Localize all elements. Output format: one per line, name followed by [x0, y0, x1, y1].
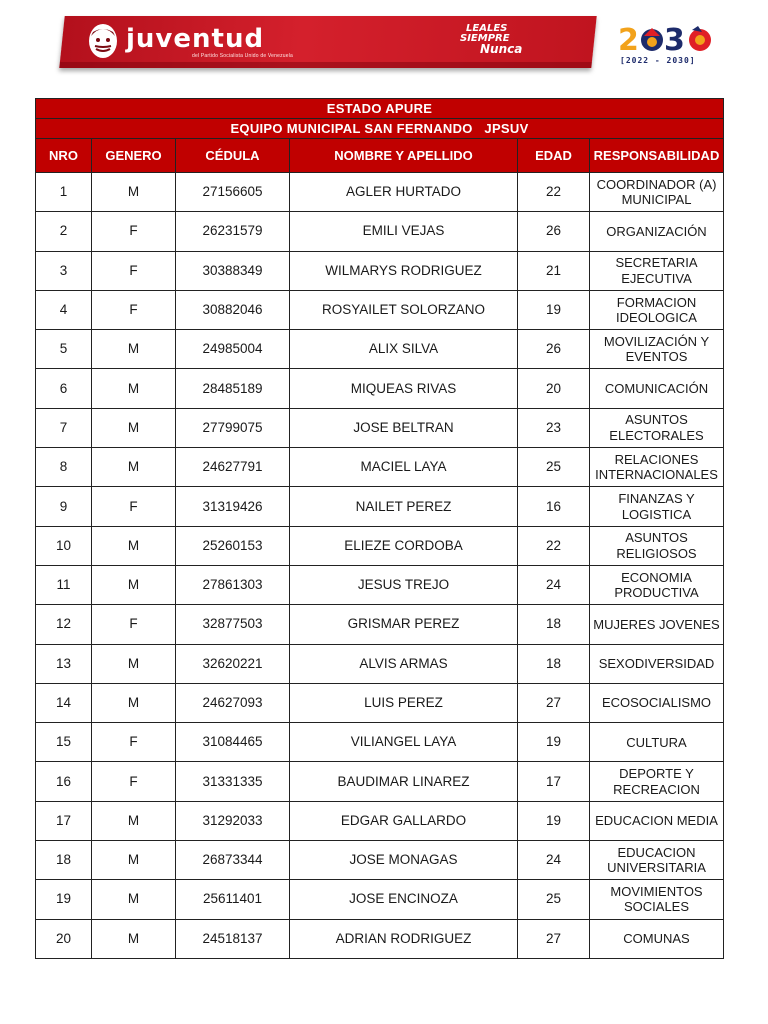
full-name-cell: WILMARYS RODRIGUEZ: [290, 251, 518, 290]
table-row: [36, 565, 724, 604]
full-name-cell: EDGAR GALLARDO: [290, 801, 518, 840]
leader-portrait-logo-icon: [86, 22, 120, 60]
row-number-cell: 1: [36, 173, 92, 212]
age-cell: 26: [518, 212, 590, 251]
id-number-cell: 31292033: [176, 801, 290, 840]
full-name-cell: ELIEZE CORDOBA: [290, 526, 518, 565]
full-name-cell: BAUDIMAR LINAREZ: [290, 762, 518, 801]
age-cell: 16: [518, 487, 590, 526]
age-cell: 27: [518, 683, 590, 722]
responsibility-cell: ECOSOCIALISMO: [590, 683, 724, 722]
responsibility-cell: SECRETARIA EJECUTIVA: [590, 251, 724, 290]
table-row: [36, 487, 724, 526]
row-number-cell: 6: [36, 369, 92, 408]
gender-cell: M: [92, 330, 176, 369]
age-cell: 18: [518, 605, 590, 644]
column-header-genero: GENERO: [92, 139, 176, 173]
full-name-cell: MIQUEAS RIVAS: [290, 369, 518, 408]
full-name-cell: EMILI VEJAS: [290, 212, 518, 251]
responsibility-cell: EDUCACION MEDIA: [590, 801, 724, 840]
age-cell: 24: [518, 841, 590, 880]
full-name-cell: NAILET PEREZ: [290, 487, 518, 526]
full-name-cell: JOSE ENCINOZA: [290, 880, 518, 919]
age-cell: 18: [518, 644, 590, 683]
svg-text:3: 3: [664, 23, 685, 58]
row-number-cell: 10: [36, 526, 92, 565]
id-number-cell: 28485189: [176, 369, 290, 408]
responsibility-cell: FINANZAS Y LOGISTICA: [590, 487, 724, 526]
gender-cell: M: [92, 644, 176, 683]
age-cell: 22: [518, 173, 590, 212]
responsibility-cell: COMUNAS: [590, 919, 724, 958]
row-number-cell: 5: [36, 330, 92, 369]
table-row: [36, 290, 724, 329]
gender-cell: M: [92, 408, 176, 447]
id-number-cell: 31084465: [176, 723, 290, 762]
full-name-cell: ALVIS ARMAS: [290, 644, 518, 683]
slogan-line-1: LEALES: [466, 23, 508, 34]
age-cell: 24: [518, 565, 590, 604]
id-number-cell: 26873344: [176, 841, 290, 880]
gender-cell: M: [92, 919, 176, 958]
gender-cell: M: [92, 801, 176, 840]
id-number-cell: 26231579: [176, 212, 290, 251]
table-row: [36, 212, 724, 251]
responsibility-cell: MUJERES JOVENES: [590, 605, 724, 644]
gender-cell: M: [92, 526, 176, 565]
table-row: [36, 251, 724, 290]
id-number-cell: 30882046: [176, 290, 290, 329]
table-row: [36, 644, 724, 683]
gender-cell: M: [92, 448, 176, 487]
responsibility-cell: CULTURA: [590, 723, 724, 762]
slogan-line-2: SIEMPRE: [460, 33, 510, 44]
gender-cell: M: [92, 841, 176, 880]
full-name-cell: JOSE MONAGAS: [290, 841, 518, 880]
table-row: [36, 683, 724, 722]
responsibility-cell: FORMACION IDEOLOGICA: [590, 290, 724, 329]
table-row: [36, 526, 724, 565]
full-name-cell: LUIS PEREZ: [290, 683, 518, 722]
responsibility-cell: EDUCACION UNIVERSITARIA: [590, 841, 724, 880]
row-number-cell: 15: [36, 723, 92, 762]
table-row: [36, 880, 724, 919]
gender-cell: F: [92, 251, 176, 290]
responsibility-cell: ASUNTOS ELECTORALES: [590, 408, 724, 447]
responsibility-cell: COMUNICACIÓN: [590, 369, 724, 408]
gender-cell: M: [92, 565, 176, 604]
table-row: [36, 801, 724, 840]
gender-cell: F: [92, 723, 176, 762]
row-number-cell: 18: [36, 841, 92, 880]
table-body: [36, 173, 724, 959]
table-row: [36, 841, 724, 880]
age-cell: 27: [518, 919, 590, 958]
full-name-cell: JESUS TREJO: [290, 565, 518, 604]
column-header-nombre: NOMBRE Y APELLIDO: [290, 139, 518, 173]
age-cell: 19: [518, 290, 590, 329]
responsibility-cell: MOVIMIENTOS SOCIALES: [590, 880, 724, 919]
id-number-cell: 31331335: [176, 762, 290, 801]
svg-text:2: 2: [618, 23, 639, 58]
responsibility-cell: MOVILIZACIÓN Y EVENTOS: [590, 330, 724, 369]
id-number-cell: 31319426: [176, 487, 290, 526]
age-cell: 20: [518, 369, 590, 408]
row-number-cell: 8: [36, 448, 92, 487]
gender-cell: M: [92, 173, 176, 212]
row-number-cell: 12: [36, 605, 92, 644]
row-number-cell: 9: [36, 487, 92, 526]
gender-cell: F: [92, 212, 176, 251]
age-cell: 19: [518, 723, 590, 762]
table-header-row: [36, 139, 724, 173]
responsibility-cell: ASUNTOS RELIGIOSOS: [590, 526, 724, 565]
id-number-cell: 30388349: [176, 251, 290, 290]
responsibility-cell: DEPORTE Y RECREACION: [590, 762, 724, 801]
gender-cell: M: [92, 880, 176, 919]
table-row: [36, 173, 724, 212]
age-cell: 25: [518, 448, 590, 487]
id-number-cell: 24985004: [176, 330, 290, 369]
table-title: ESTADO APURE: [36, 99, 724, 119]
id-number-cell: 27156605: [176, 173, 290, 212]
row-number-cell: 16: [36, 762, 92, 801]
table-row: [36, 369, 724, 408]
id-number-cell: 32877503: [176, 605, 290, 644]
full-name-cell: ALIX SILVA: [290, 330, 518, 369]
gender-cell: F: [92, 605, 176, 644]
table-row: [36, 330, 724, 369]
full-name-cell: GRISMAR PEREZ: [290, 605, 518, 644]
gender-cell: M: [92, 683, 176, 722]
row-number-cell: 13: [36, 644, 92, 683]
full-name-cell: VILIANGEL LAYA: [290, 723, 518, 762]
table-subtitle: EQUIPO MUNICIPAL SAN FERNANDO JPSUV: [36, 119, 724, 139]
full-name-cell: ADRIAN RODRIGUEZ: [290, 919, 518, 958]
column-header-cedula: CÉDULA: [176, 139, 290, 173]
juventud-logo-subtext: del Partido Socialista Unido de Venezuela: [192, 53, 294, 59]
age-cell: 21: [518, 251, 590, 290]
juventud-logo-text: juventud: [126, 24, 265, 54]
gender-cell: F: [92, 487, 176, 526]
responsibility-cell: SEXODIVERSIDAD: [590, 644, 724, 683]
id-number-cell: 24518137: [176, 919, 290, 958]
gender-cell: F: [92, 762, 176, 801]
table-row: [36, 408, 724, 447]
column-header-nro: NRO: [36, 139, 92, 173]
column-header-edad: EDAD: [518, 139, 590, 173]
age-cell: 22: [518, 526, 590, 565]
column-header-responsabilidad: RESPONSABILIDAD: [590, 139, 724, 173]
emblem-years-label: [2022 - 2030]: [620, 56, 696, 65]
row-number-cell: 17: [36, 801, 92, 840]
responsibility-cell: ORGANIZACIÓN: [590, 212, 724, 251]
row-number-cell: 14: [36, 683, 92, 722]
row-number-cell: 7: [36, 408, 92, 447]
row-number-cell: 2: [36, 212, 92, 251]
age-cell: 23: [518, 408, 590, 447]
slogan-logo: [454, 24, 564, 62]
table-row: [36, 448, 724, 487]
responsibility-cell: COORDINADOR (A) MUNICIPAL: [590, 173, 724, 212]
header-banner: [59, 16, 596, 68]
id-number-cell: 24627791: [176, 448, 290, 487]
full-name-cell: MACIEL LAYA: [290, 448, 518, 487]
roster-table: [35, 98, 724, 959]
full-name-cell: ROSYAILET SOLORZANO: [290, 290, 518, 329]
full-name-cell: AGLER HURTADO: [290, 173, 518, 212]
row-number-cell: 20: [36, 919, 92, 958]
gender-cell: M: [92, 369, 176, 408]
table-row: [36, 762, 724, 801]
gender-cell: F: [92, 290, 176, 329]
table-row: [36, 605, 724, 644]
age-cell: 17: [518, 762, 590, 801]
id-number-cell: 27861303: [176, 565, 290, 604]
age-cell: 26: [518, 330, 590, 369]
row-number-cell: 19: [36, 880, 92, 919]
responsibility-cell: RELACIONES INTERNACIONALES: [590, 448, 724, 487]
age-cell: 25: [518, 880, 590, 919]
age-cell: 19: [518, 801, 590, 840]
id-number-cell: 25611401: [176, 880, 290, 919]
id-number-cell: 24627093: [176, 683, 290, 722]
row-number-cell: 11: [36, 565, 92, 604]
full-name-cell: JOSE BELTRAN: [290, 408, 518, 447]
row-number-cell: 4: [36, 290, 92, 329]
slogan-line-3: Nunca: [480, 42, 523, 56]
id-number-cell: 32620221: [176, 644, 290, 683]
id-number-cell: 27799075: [176, 408, 290, 447]
table-row: [36, 919, 724, 958]
row-number-cell: 3: [36, 251, 92, 290]
id-number-cell: 25260153: [176, 526, 290, 565]
responsibility-cell: ECONOMIA PRODUCTIVA: [590, 565, 724, 604]
table-row: [36, 723, 724, 762]
